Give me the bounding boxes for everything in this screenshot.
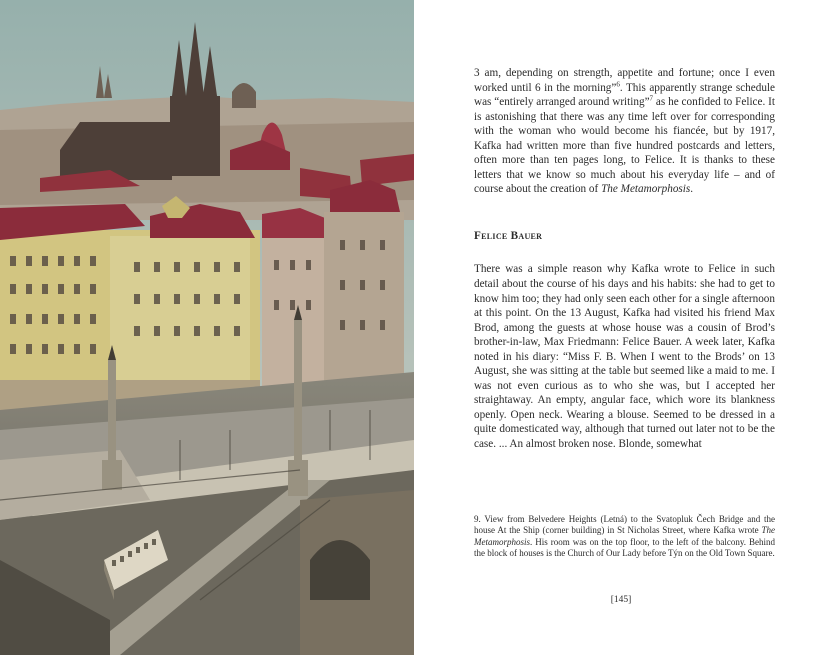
text-page [414,0,828,655]
caption-book-title: The Metamorphosis [474,525,775,547]
body-text [474,66,775,452]
footnote-marker-6: 6 [616,79,620,88]
section-heading: Felice Bauer [474,229,543,242]
page-number: [145] [610,595,632,605]
body-paragraph-2: There was a simple reason why Kafka wrote to Felice in such detail about the course of his days and his habits: she had to get to know him too; they had only seen each other for a single afternoon at this point. On the 13 August, Kafka had visited his friend Max Brod, among the guests at whose house was a cousin of Brod’s brother-in-law, Max Friedmann: Felice Bauer. A week later, Kafka noted in his diary: “Miss F. B. When I went to the Brods’ on 13 August, she was sitting at the table but seemed like a maid to me. I was not even curious as to who she was, but I accepted her straightaway. An empty, angular face, which wore its blankness openly. Open neck. Wearing a blouse. Seemed to be dressed in a quite domesticated way, although that turned out later not to be the case. ... An almost broken nose. Blonde, somewhat [474,263,775,450]
footnote-marker-7: 7 [649,94,654,103]
figure-caption: 9. View from Belvedere Heights (Letná) to the Svatopluk Čech Bridge and the house At the Ship (corner building) in St Nicholas Street, where Kafka wrote The Metamorphosis. His room was on the top floor, to the left of the balcony. Behind the block of houses is the Church of Our Lady before Týn on the Old Town Square. [474,514,775,559]
body-paragraph-1: 3 am, depending on strength, appetite and fortune; once I even worked until 6 in the morning”$^6$. This apparently strange schedule was “entirely arranged around writing”$^7$ as he confided to Felice. It is astonishing that there was any time left over for corresponding with the woman who would become his fiancée, but by 1917, Kafka had written more than five hundred postcards and letters, often more than ten pages long, to Felice. It is thanks to these letters that we know so much about his everyday life – and of course about the creation of The Metamorphosis. [474,67,775,196]
book-title: The Metamorphosis [601,183,691,196]
